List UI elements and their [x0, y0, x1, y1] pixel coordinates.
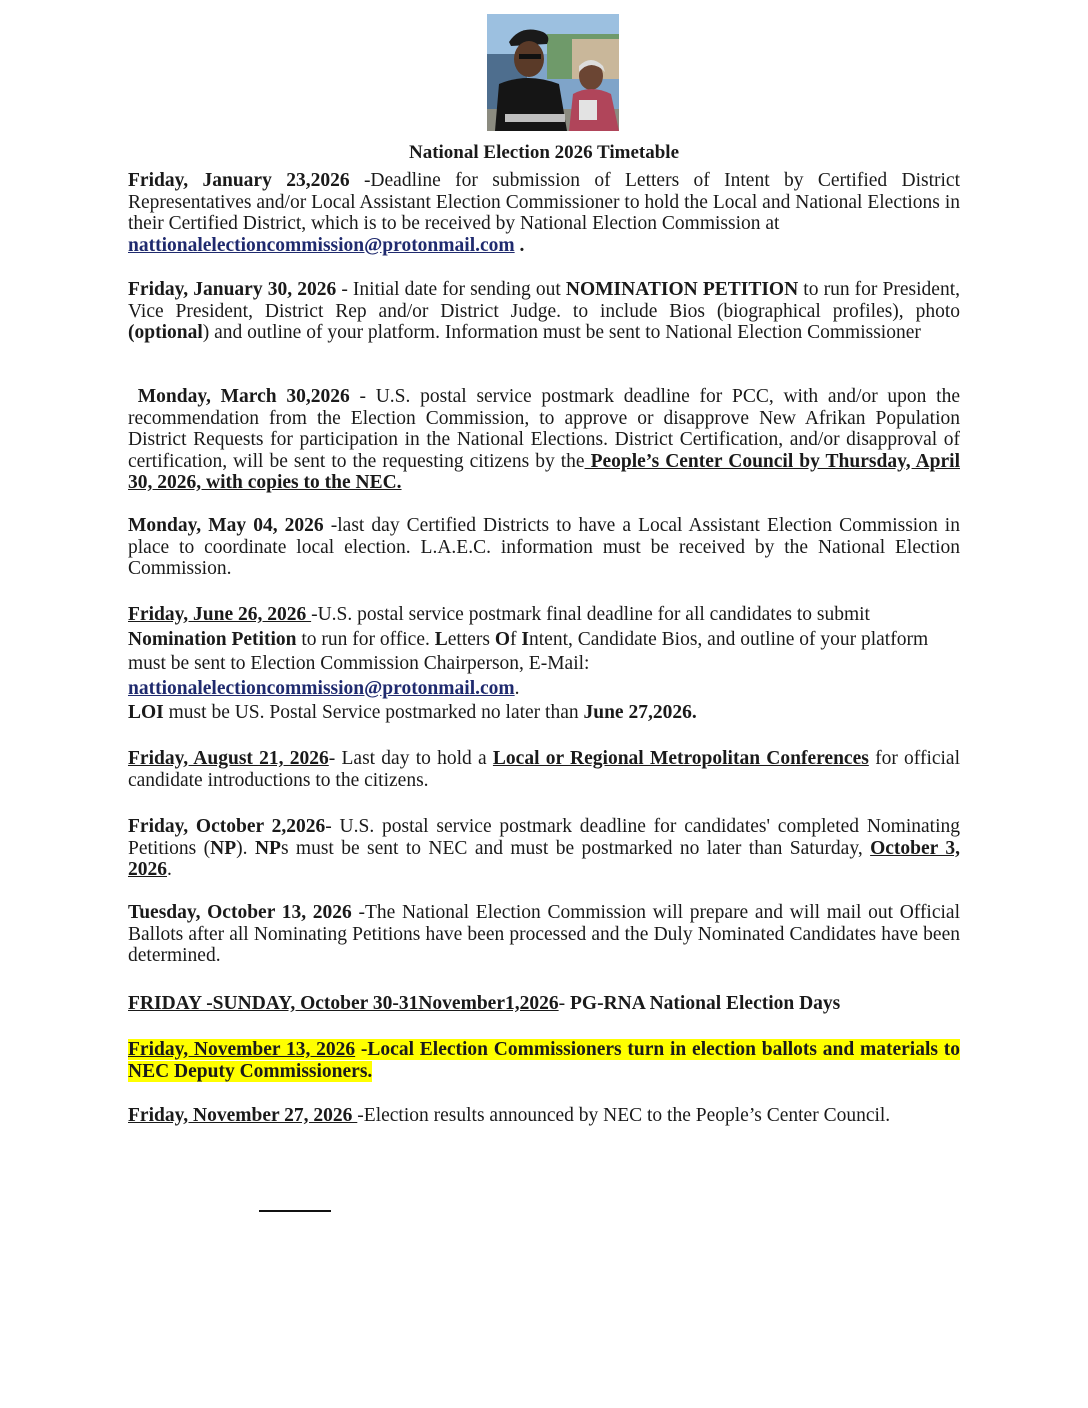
email-link[interactable]: nattionalelectioncommission@protonmail.com — [128, 234, 515, 256]
entry-text: - Last day to hold a — [328, 748, 493, 769]
entry-text: -U.S. postal service postmark final deadline for all candidates to submit — [311, 604, 870, 625]
entry-text: - U.S. postal service postmark deadline for PCC, with and/or upon the recommendation from the Election Commission, to approve or disapprove New Afrikan Population District Requests for participation in the National Elections. District Certification, and/or disapproval of certification, will be sent to the requesting citizens by the — [128, 386, 960, 472]
entry-text: -last day Certified Districts to have a Local Assistant Election Commission in place to coordinate local election. L.A.E.C. information must be received by the National Election Commission. — [128, 515, 960, 579]
entry-text: ). — [236, 837, 255, 859]
loi-deadline: June 27,2026. — [583, 702, 697, 723]
header-photo — [487, 14, 619, 131]
conferences-text: Local or Regional Metropolitan Conferences — [492, 748, 869, 769]
photo-illustration — [487, 14, 619, 131]
entry-text: s must be sent to NEC and must be postmarked no later than Saturday, — [280, 837, 871, 859]
nomination-petition-text: Nomination Petition — [128, 628, 297, 650]
entry-date: Friday, November 13, 2026 — [128, 1039, 356, 1060]
entry-end: . — [514, 677, 520, 699]
entry-end: . — [167, 859, 172, 880]
entry-text: -Election results announced by NEC to the People’s Center Council. — [357, 1105, 891, 1126]
optional-text: (optional — [128, 322, 203, 343]
entry-end: . — [514, 234, 525, 256]
page-title: National Election 2026 Timetable — [408, 142, 680, 163]
pcc-deadline-text: People’s Center Council by Thursday, April 30, 2026, with copies to the NEC. — [128, 450, 960, 493]
entry-text: - — [558, 993, 570, 1014]
entry-text: to run for office. — [296, 628, 435, 650]
entry-date: Friday, November 27, 2026 — [128, 1105, 358, 1126]
entry-mar-30 — [128, 386, 960, 494]
np-text: NP — [210, 837, 237, 859]
oct-3-date: October 3, 2026 — [128, 837, 960, 880]
entry-date: Friday, January 23,2026 — [128, 170, 350, 191]
entry-date: Friday, October 2,2026 — [128, 816, 326, 837]
entry-text: ntent, Candidate Bios, and outline of your platform must be sent to Election Commission Chairperson, E-Mail: — [128, 628, 929, 674]
entry-text: - Initial date for sending out — [336, 279, 566, 300]
entry-aug-21 — [128, 748, 960, 791]
entry-text: ) and outline of your platform. Information must be sent to National Election Commissioner — [202, 322, 921, 343]
email-link[interactable]: nattionalelectioncommission@protonmail.com — [128, 677, 515, 699]
entry-date: Friday, August 21, 2026 — [128, 748, 329, 769]
entry-date: Monday, March 30,2026 — [137, 386, 350, 407]
entry-text: must be US. Postal Service postmarked no later than — [163, 702, 584, 723]
entry-oct-02 — [128, 816, 960, 881]
entry-date: Tuesday, October 13, 2026 — [128, 902, 352, 923]
entry-election-days — [128, 993, 960, 1015]
bold-letter: O — [494, 628, 511, 650]
entry-text: for official candidate introductions to the citizens. — [128, 748, 961, 791]
entry-text: -The National Election Commission will prepare and will mail out Official Ballots after all Nominating Petitions have been processed and the Duly Nominated Candidates have been determined. — [128, 902, 960, 966]
entry-jan-23 — [128, 170, 960, 256]
ballots-text: -Local Election Commissioners turn in election ballots and materials to NEC Deputy Commissioners. — [128, 1039, 960, 1082]
entry-text: f — [510, 628, 522, 650]
entry-text: to run for President, Vice President, District Rep and/or District Judge. to include Bios (biographical profiles), photo — [128, 279, 960, 322]
entry-nov-27 — [128, 1105, 960, 1127]
entry-jan-30 — [128, 279, 960, 344]
bold-letter: I — [521, 628, 529, 650]
entry-nov-13 — [128, 1039, 960, 1082]
election-days-text: PG-RNA National Election Days — [569, 993, 841, 1014]
entry-may-04 — [128, 515, 960, 580]
entry-date: Friday, January 30, 2026 — [128, 279, 337, 300]
entry-jun-26 — [128, 603, 960, 726]
entry-text: etters — [447, 628, 495, 650]
entry-date: FRIDAY -SUNDAY, October 30-31November1,2026 — [128, 993, 559, 1014]
entry-text: -Deadline for submission of Letters of Intent by Certified District Representatives and/or Local Assistant Election Commissioner to hold the Local and National Elections in their Certified District, which is to be received by National Election Commission at — [128, 170, 960, 234]
bold-letter: L — [434, 628, 448, 650]
np-text: NP — [254, 837, 281, 859]
loi-text: LOI — [128, 702, 164, 723]
entry-oct-13 — [128, 902, 960, 967]
entry-date: Monday, May 04, 2026 — [128, 515, 324, 536]
nomination-petition-text: NOMINATION PETITION — [565, 279, 799, 300]
divider-line — [259, 1210, 331, 1212]
entry-date: Friday, June 26, 2026 — [128, 604, 312, 625]
entry-text: - U.S. postal service postmark deadline for candidates' completed Nominating Petitions ( — [128, 816, 960, 859]
